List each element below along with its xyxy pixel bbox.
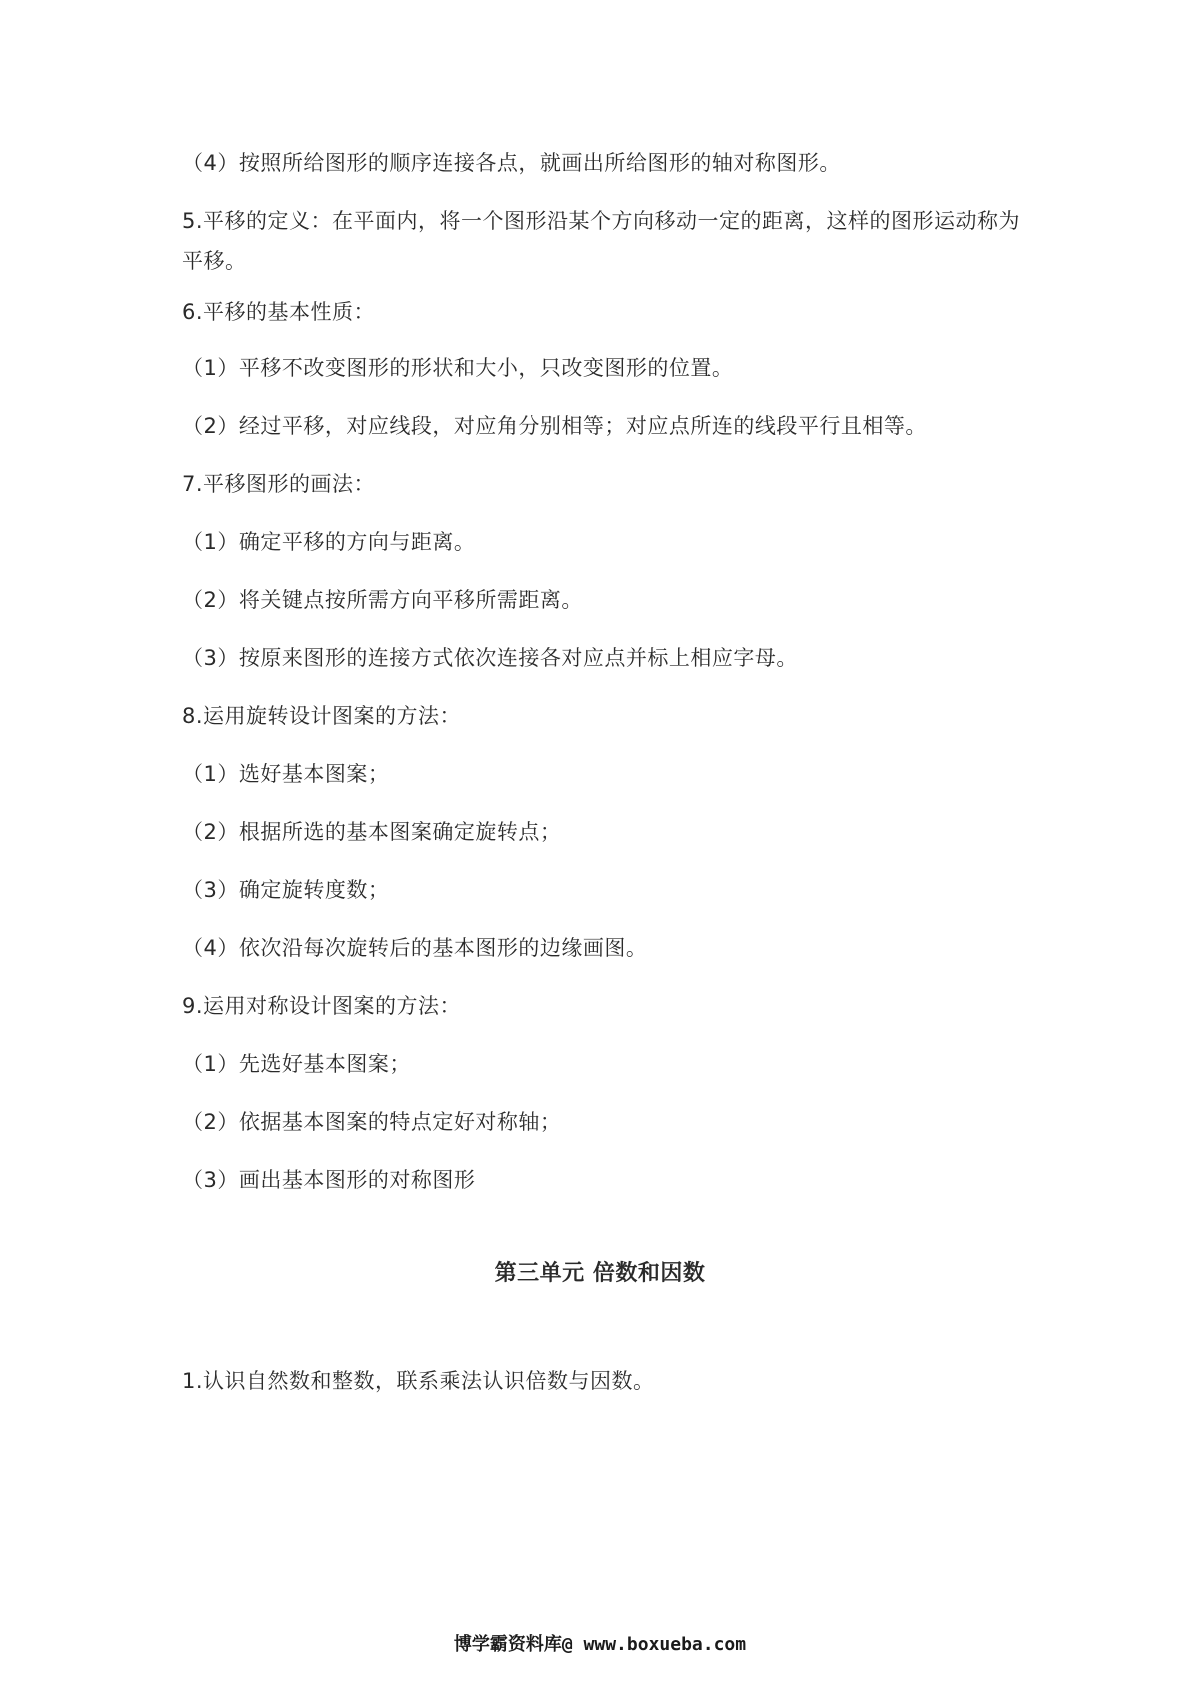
translation-property-1: （1）平移不改变图形的形状和大小，只改变图形的位置。: [182, 356, 734, 380]
symmetry-design-step-3: （3）画出基本图形的对称图形: [182, 1168, 476, 1192]
translation-property-2: （2）经过平移，对应线段，对应角分别相等；对应点所连的线段平行且相等。: [182, 414, 927, 438]
translation-properties-title: 6.平移的基本性质：: [182, 300, 376, 324]
symmetry-design-step-1: （1）先选好基本图案；: [182, 1052, 411, 1076]
translation-drawing-title: 7.平移图形的画法：: [182, 472, 376, 496]
rotation-design-step-4: （4）依次沿每次旋转后的基本图形的边缘画图。: [182, 936, 648, 960]
step-4-connect-points: （4）按照所给图形的顺序连接各点，就画出所给图形的轴对称图形。: [182, 151, 841, 175]
translation-drawing-step-2: （2）将关键点按所需方向平移所需距离。: [182, 588, 583, 612]
rotation-design-title: 8.运用旋转设计图案的方法：: [182, 704, 462, 728]
symmetry-design-title: 9.运用对称设计图案的方法：: [182, 994, 462, 1018]
translation-drawing-step-1: （1）确定平移的方向与距离。: [182, 530, 476, 554]
rotation-design-step-2: （2）根据所选的基本图案确定旋转点；: [182, 820, 562, 844]
translation-drawing-step-3: （3）按原来图形的连接方式依次连接各对应点并标上相应字母。: [182, 646, 798, 670]
rotation-design-step-3: （3）确定旋转度数；: [182, 878, 390, 902]
section-heading: 第三单元 倍数和因数: [494, 1261, 706, 1286]
rotation-design-step-1: （1）选好基本图案；: [182, 762, 390, 786]
symmetry-design-step-2: （2）依据基本图案的特点定好对称轴；: [182, 1110, 562, 1134]
section-line-1: 1.认识自然数和整数，联系乘法认识倍数与因数。: [182, 1369, 655, 1393]
translation-definition: 5.平移的定义：在平面内，将一个图形沿某个方向移动一定的距离，这样的图形运动称为平移。: [182, 209, 1021, 273]
watermark-footer: 博学霸资料库@ www.boxueba.com: [453, 1634, 747, 1655]
